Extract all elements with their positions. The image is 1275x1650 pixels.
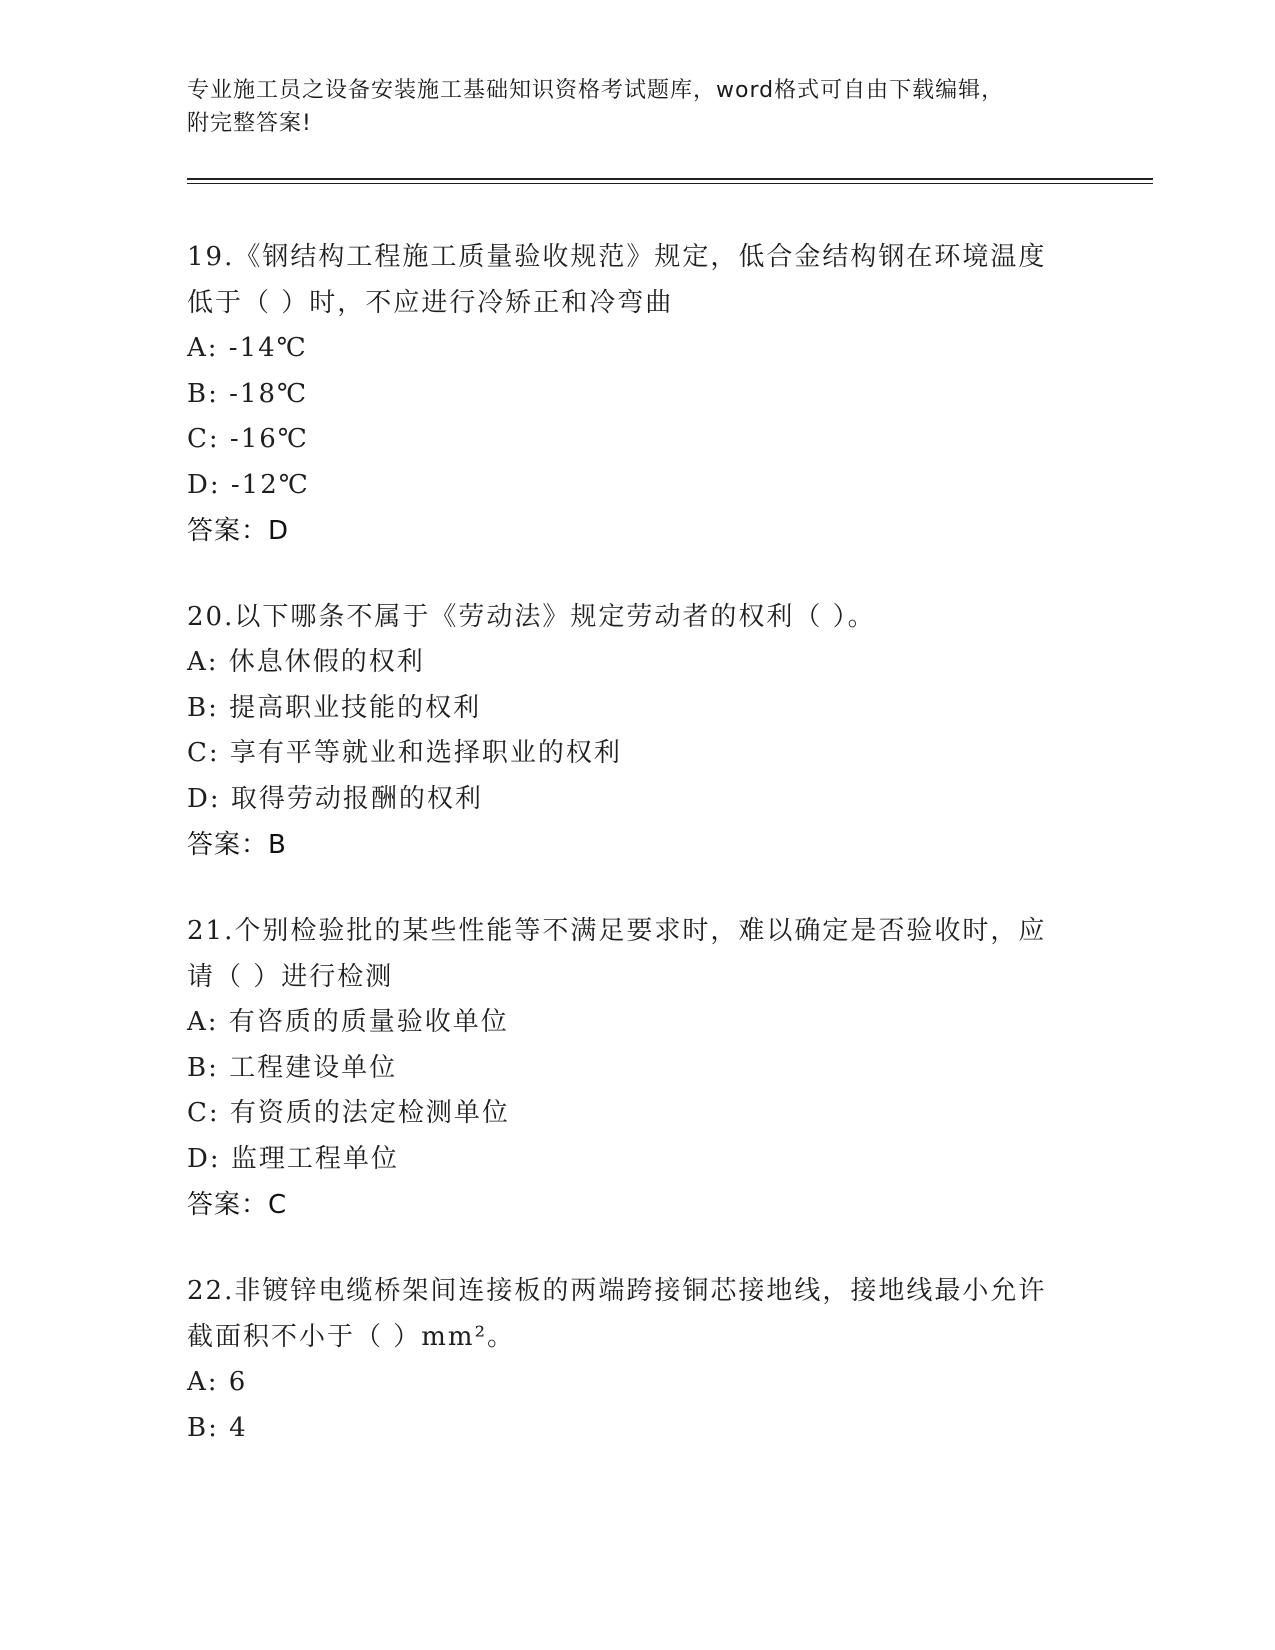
question-21 — [187, 908, 1087, 1228]
document-header — [187, 74, 1087, 140]
option-c: C: 享有平等就业和选择职业的权利 — [187, 738, 622, 768]
option-b: B: 4 — [187, 1412, 248, 1443]
answer: 答案：D — [187, 516, 290, 546]
question-text-line: 21.个别检验批的某些性能等不满足要求时，难以确定是否验收时，应 — [187, 916, 1047, 946]
header-line-2: 附完整答案! — [187, 111, 312, 136]
option-c: C: -16℃ — [187, 424, 309, 454]
option-b: B: 提高职业技能的权利 — [187, 692, 482, 723]
question-text-line: 20.以下哪条不属于《劳动法》规定劳动者的权利（ ）。 — [187, 602, 876, 632]
question-19 — [187, 234, 1087, 554]
answer: 答案：C — [187, 1190, 288, 1220]
option-d: D: 取得劳动报酬的权利 — [187, 783, 483, 814]
option-a: A: 休息休假的权利 — [187, 647, 425, 677]
option-a: A: -14℃ — [187, 333, 308, 363]
option-c: C: 有资质的法定检测单位 — [187, 1098, 510, 1128]
question-22 — [187, 1268, 1087, 1451]
question-text-line: 19.《钢结构工程施工质量验收规范》规定，低合金结构钢在环境温度 — [187, 242, 1047, 272]
option-b: B: -18℃ — [187, 378, 309, 409]
header-divider-thick — [187, 178, 1153, 180]
question-text-line: 低于（ ）时，不应进行冷矫正和冷弯曲 — [187, 288, 674, 318]
option-a: A: 6 — [187, 1367, 248, 1397]
option-d: D: -12℃ — [187, 469, 310, 500]
header-divider-thin — [187, 183, 1153, 184]
answer: 答案：B — [187, 830, 287, 860]
option-d: D: 监理工程单位 — [187, 1143, 399, 1174]
header-line-1: 专业施工员之设备安装施工基础知识资格考试题库，word格式可自由下载编辑， — [187, 78, 1005, 103]
question-text-line: 截面积不小于（ ）mm²。 — [187, 1322, 515, 1352]
question-list — [187, 234, 1087, 1451]
question-text-line: 请（ ）进行检测 — [187, 962, 394, 992]
option-b: B: 工程建设单位 — [187, 1052, 398, 1083]
option-a: A: 有咨质的质量验收单位 — [187, 1007, 509, 1037]
question-text-line: 22.非镀锌电缆桥架间连接板的两端跨接铜芯接地线，接地线最小允许 — [187, 1276, 1047, 1306]
question-20 — [187, 594, 1087, 868]
